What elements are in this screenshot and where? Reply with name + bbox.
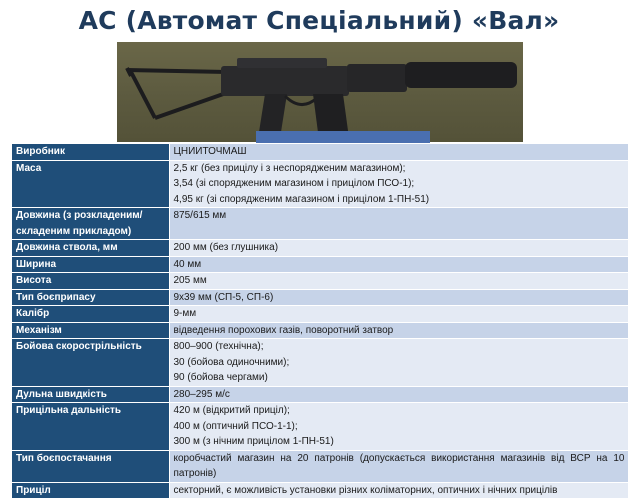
- spec-label: Ширина: [12, 256, 169, 273]
- spec-value-line: 875/615 мм: [173, 210, 227, 221]
- spec-value: [169, 403, 628, 451]
- spec-value-line: 90 (бойова чергами): [173, 372, 268, 383]
- spec-value-line: 4,95 кг (зі спорядженим магазином і прицілом 1-ПН-51): [173, 193, 430, 205]
- table-row: [12, 144, 628, 160]
- spec-value: [169, 160, 628, 208]
- spec-value: [169, 256, 628, 273]
- spec-value-line: секторний, є можливість установки різних коліматорних, оптичних і нічних прицілів: [173, 484, 558, 496]
- spec-value: [169, 339, 628, 387]
- spec-label: Дульна швидкість: [12, 386, 169, 403]
- table-header-band: [256, 131, 430, 143]
- spec-label: Висота: [12, 273, 169, 290]
- spec-value: [169, 240, 628, 257]
- page-title: АС (Автомат Спеціальний) «Вал»: [78, 6, 560, 35]
- table-row: [12, 208, 628, 240]
- table-row: [12, 306, 628, 323]
- spec-value-line: 420 м (відкритий приціл);: [173, 405, 290, 416]
- spec-value-line: ЦНИИТОЧМАШ: [173, 146, 247, 157]
- table-row: [12, 256, 628, 273]
- table-row: [12, 386, 628, 403]
- rifle-image: [117, 42, 523, 142]
- spec-value-line: 280–295 м/с: [173, 388, 230, 400]
- spec-label: Маса: [12, 160, 169, 208]
- spec-value-line: 300 м (з нічним прицілом 1-ПН-51): [173, 436, 334, 447]
- handguard: [347, 64, 407, 92]
- spec-label: Довжина (з розкладеним/ складеним прикладом): [12, 208, 169, 240]
- table-row: [12, 450, 628, 482]
- spec-value: [169, 208, 628, 240]
- spec-label: Довжина ствола, мм: [12, 240, 169, 257]
- spec-value: [169, 482, 628, 499]
- table-row: [12, 339, 628, 387]
- stock-frame: [127, 68, 229, 118]
- spec-value: [169, 450, 628, 482]
- spec-label: Механізм: [12, 322, 169, 339]
- spec-value-line: 9-мм: [173, 308, 197, 319]
- spec-label: Прицільна дальність: [12, 403, 169, 451]
- spec-value-line: відведення порохових газів, поворотний затвор: [173, 324, 394, 336]
- spec-label: Бойова скорострільність: [12, 339, 169, 387]
- spec-value-line: 800–900 (технічна);: [173, 341, 264, 352]
- spec-value-line: 40 мм: [173, 258, 202, 270]
- table-row: [12, 289, 628, 306]
- spec-value: [169, 322, 628, 339]
- spec-value-line: 9х39 мм (СП-5, СП-6): [173, 291, 274, 303]
- spec-value-line: 30 (бойова одиночними);: [173, 356, 290, 368]
- spec-label: Виробник: [12, 144, 169, 160]
- spec-label: Тип боєпостачання: [12, 450, 169, 482]
- spec-value: [169, 273, 628, 290]
- spec-value: [169, 144, 628, 160]
- specifications-body: [12, 144, 628, 499]
- spec-value-line: 200 мм (без глушника): [173, 242, 279, 253]
- spec-label: Калібр: [12, 306, 169, 323]
- spec-value: [169, 306, 628, 323]
- table-row: [12, 403, 628, 451]
- spec-value-line: 205 мм: [173, 275, 207, 286]
- pistol-grip: [259, 94, 287, 132]
- rifle-photo: [117, 42, 523, 142]
- spec-label: Тип боєприпасу: [12, 289, 169, 306]
- spec-value-line: 2,5 кг (без прицілу і з неспорядженим магазином);: [173, 162, 406, 174]
- table-row: [12, 160, 628, 208]
- spec-value-line: 3,54 (зі спорядженим магазином і прицілом ПСО-1);: [173, 178, 415, 189]
- trigger-guard: [285, 96, 317, 105]
- table-row: [12, 273, 628, 290]
- receiver: [221, 66, 349, 96]
- spec-value-line: коробчастий магазин на 20 патронів (допускається використання магазинів від ВСР на 10 патронів): [173, 452, 625, 479]
- specifications-table: [12, 144, 629, 499]
- table-row: [12, 482, 628, 499]
- table-row: [12, 322, 628, 339]
- spec-value: [169, 386, 628, 403]
- spec-value: [169, 289, 628, 306]
- top-cover: [237, 58, 327, 68]
- spec-value-line: 400 м (оптичний ПСО-1-1);: [173, 420, 298, 432]
- spec-label: Приціл: [12, 482, 169, 499]
- table-row: [12, 240, 628, 257]
- suppressor: [405, 62, 517, 88]
